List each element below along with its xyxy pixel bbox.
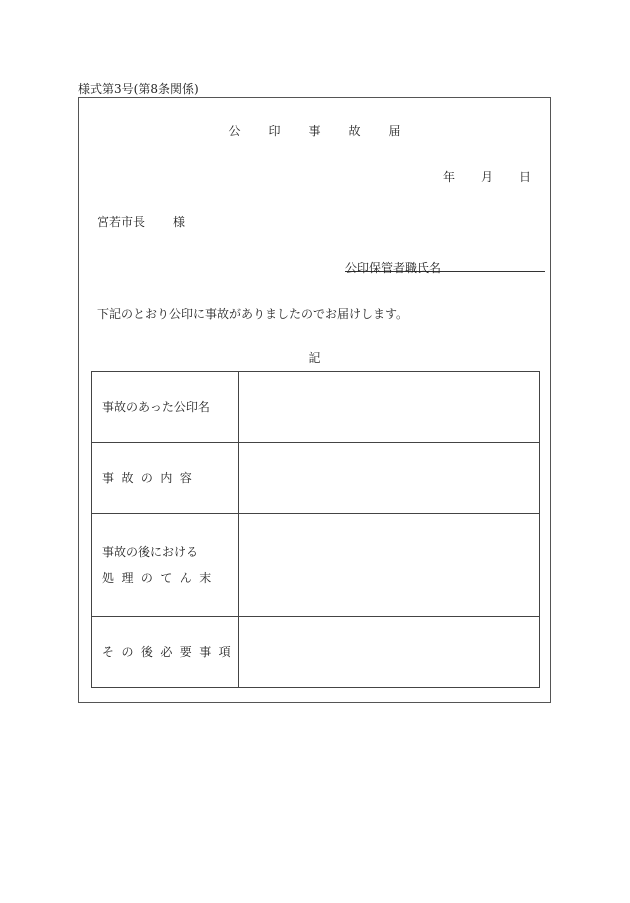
custodian-name-field[interactable] [345, 259, 545, 275]
row-label-disposition [92, 514, 239, 617]
body-text: 下記のとおり公印に事故がありましたのでお届けします。 [97, 307, 409, 321]
form-frame [78, 97, 551, 703]
table-row [92, 617, 540, 688]
row-label-line: 処理のてん末 [102, 571, 219, 585]
title-char: 故 [348, 124, 361, 138]
date-line [430, 168, 544, 185]
row-label-text: その後必要事項 [102, 645, 239, 659]
row-label-required-matters [92, 617, 239, 688]
seal-name-field[interactable] [239, 372, 540, 443]
table-row [92, 514, 540, 617]
row-label-line: 事故の後における [102, 545, 199, 559]
row-label-incident-content [92, 443, 239, 514]
date-day: 日 [518, 170, 531, 184]
table-row [92, 372, 540, 443]
ki-heading: 記 [308, 351, 321, 365]
document-title [79, 122, 550, 139]
title-char: 届 [388, 124, 401, 138]
details-table [91, 371, 540, 688]
row-label-text: 事故の内容 [102, 471, 200, 485]
disposition-field[interactable] [239, 514, 540, 617]
table-row [92, 443, 540, 514]
addressee-honorific: 様 [173, 215, 186, 229]
required-matters-field[interactable] [239, 617, 540, 688]
custodian-label: 公印保管者職氏名 [345, 261, 442, 275]
form-number-label: 様式第3号(第8条関係) [78, 82, 199, 96]
addressee [97, 213, 185, 230]
incident-content-field[interactable] [239, 443, 540, 514]
title-char: 公 [228, 124, 241, 138]
date-month: 月 [480, 170, 493, 184]
row-label-seal-name: 事故のあった公印名 [92, 372, 239, 443]
date-year: 年 [442, 170, 455, 184]
addressee-name: 宮若市長 [97, 215, 146, 229]
title-char: 印 [268, 124, 281, 138]
title-char: 事 [308, 124, 321, 138]
